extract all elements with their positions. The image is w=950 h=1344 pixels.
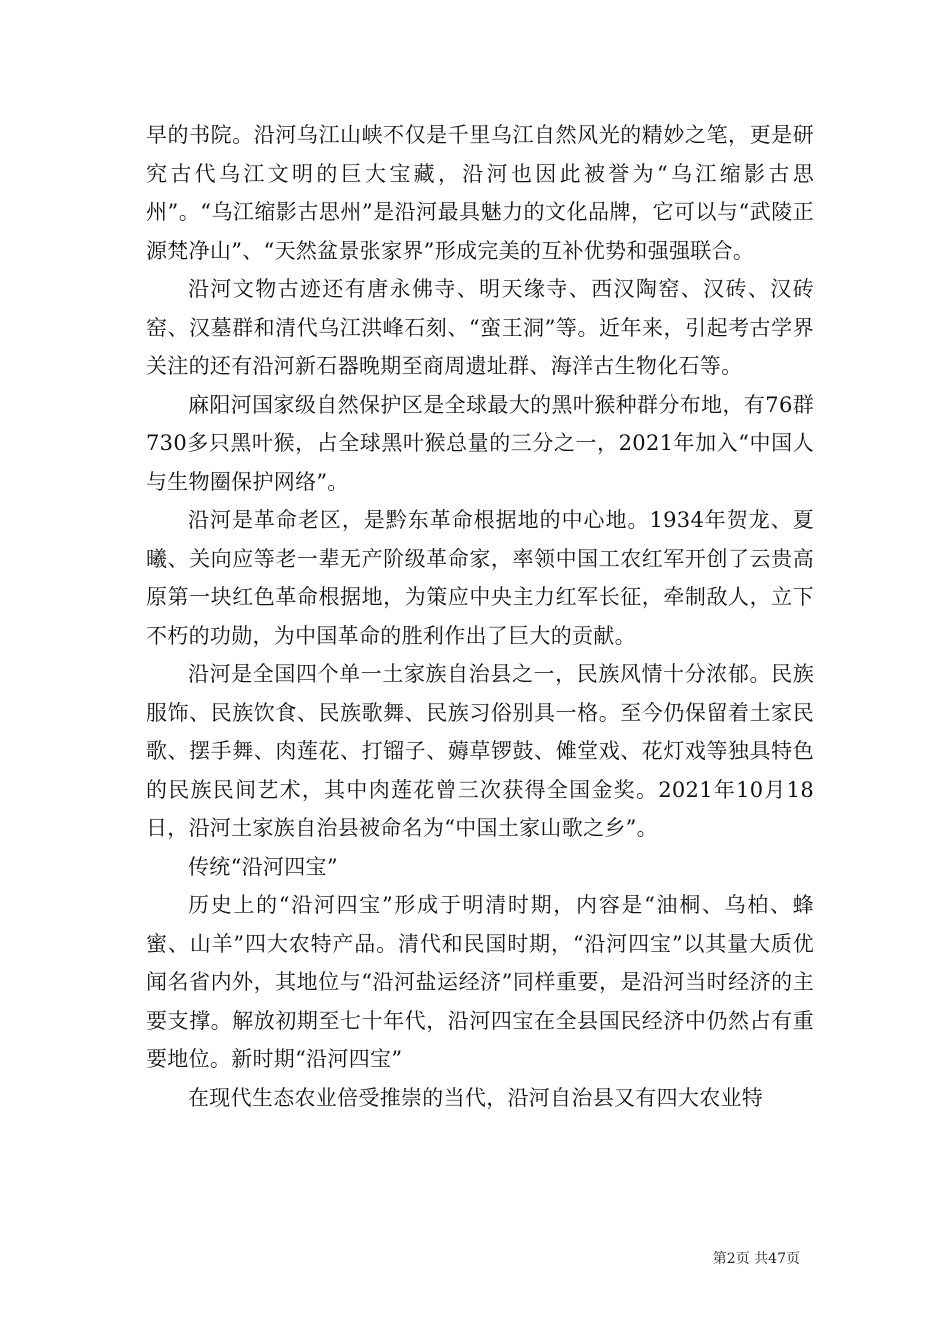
document-body <box>146 116 814 1117</box>
page-footer <box>0 1248 950 1268</box>
paragraph-revolution: 沿河是革命老区，是黔东革命根据地的中心地。1934年贺龙、夏曦、关向应等老一辈无产阶级革命家，率领中国工农红军开创了云贵高原第一块红色革命根据地，为策应中央主力红军长征，牵制敌人，立下不朽的功勋，为中国革命的胜利作出了巨大的贡献。 <box>146 508 814 648</box>
paragraph-reserve: 麻阳河国家级自然保护区是全球最大的黑叶猴种群分布地，有76群730多只黑叶猴，占全球黑叶猴总量的三分之一，2021年加入“中国人与生物圈保护网络”。 <box>146 392 814 494</box>
paragraph-relics: 沿河文物古迹还有唐永佛寺、明天缘寺、西汉陶窑、汉砖、汉砖窑、汉墓群和清代乌江洪峰石刻、“蛮王洞”等。近年来，引起考古学界关注的还有沿河新石器晚期至商周遗址群、海洋古生物化石等。 <box>146 277 814 378</box>
paragraph-continuation: 早的书院。沿河乌江山峡不仅是千里乌江自然风光的精妙之笔，更是研究古代乌江文明的巨大宝藏，沿河也因此被誉为“乌江缩影古思州”。“乌江缩影古思州”是沿河最具魅力的文化品牌，它可以与“武陵正源梵净山”、“天然盆景张家界”形成完美的互补优势和强强联合。 <box>146 123 814 263</box>
footer-prefix: 第 <box>712 1251 727 1267</box>
paragraph-four-treasures: 历史上的“沿河四宝”形成于明清时期，内容是“油桐、乌柏、蜂蜜、山羊”四大农特产品。清代和民国时期，“沿河四宝”以其量大质优闻名省内外，其地位与“沿河盐运经济”同样重要，是沿河当时经济的主要支撑。解放初期至七十年代，沿河四宝在全县国民经济中仍然占有重要地位。新时期“沿河四宝” <box>146 893 814 1071</box>
footer-page-number: 2 <box>726 1251 736 1267</box>
footer-middle: 页 共 <box>735 1251 769 1267</box>
footer-suffix: 页 <box>786 1251 800 1267</box>
paragraph-modern-agriculture: 在现代生态农业倍受推崇的当代，沿河自治县又有四大农业特 <box>188 1085 764 1110</box>
footer-total-pages: 47 <box>768 1251 786 1267</box>
paragraph-ethnic: 沿河是全国四个单一土家族自治县之一，民族风情十分浓郁。民族服饰、民族饮食、民族歌舞、民族习俗别具一格。至今仍保留着土家民歌、摆手舞、肉莲花、打镏子、薅草锣鼓、傩堂戏、花灯戏等独具特色的民族民间艺术，其中肉莲花曾三次获得全国金奖。2021年10月18日，沿河土家族自治县被命名为“中国土家山歌之乡”。 <box>146 662 814 840</box>
section-heading-four-treasures: 传统“沿河四宝” <box>188 854 338 879</box>
